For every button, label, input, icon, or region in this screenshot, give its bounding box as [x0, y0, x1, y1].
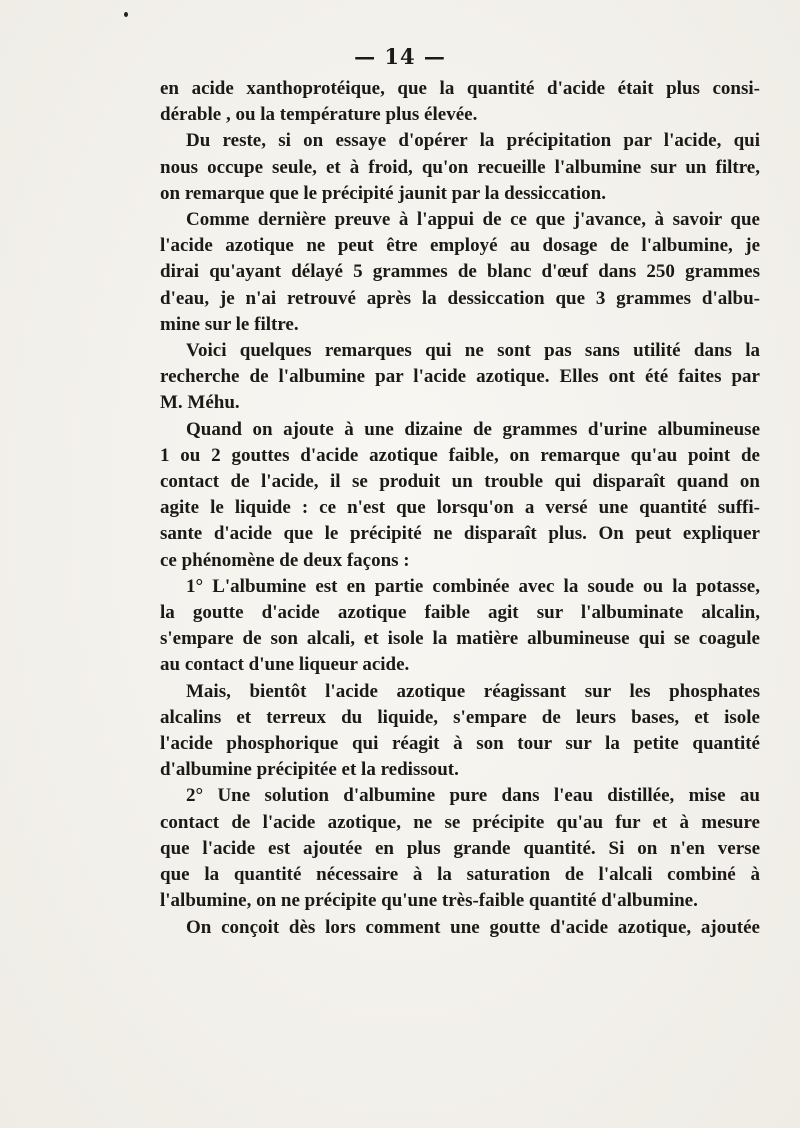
paragraph	[160, 574, 760, 679]
paragraph	[160, 76, 760, 128]
ink-speck	[124, 12, 128, 17]
text-line: Du reste, si on essaye d'opérer la précipitation par l'acide, qui	[186, 130, 760, 152]
text-line: l'albumine, on ne précipite qu'une très-faible quantité d'albumine.	[160, 890, 698, 912]
text-line: s'empare de son alcali, et isole la matière albumineuse qui se coagule	[160, 628, 760, 650]
text-line: sante d'acide que le précipité ne disparaît plus. On peut expliquer	[160, 523, 760, 545]
paragraph	[160, 915, 760, 941]
text-line: recherche de l'albumine par l'acide azotique. Elles ont été faites par	[160, 366, 760, 388]
text-line: M. Méhu.	[160, 392, 240, 414]
text-line: d'eau, je n'ai retrouvé après la dessiccation que 3 grammes d'albu-	[160, 287, 760, 309]
text-line: Mais, bientôt l'acide azotique réagissant sur les phosphates	[186, 680, 760, 702]
text-line: nous occupe seule, et à froid, qu'on recueille l'albumine sur un filtre,	[160, 156, 760, 178]
text-line: Voici quelques remarques qui ne sont pas sans utilité dans la	[186, 340, 760, 362]
text-line: que la quantité nécessaire à la saturation de l'alcali combiné à	[160, 864, 760, 886]
paragraph	[160, 417, 760, 574]
text-line: agite le liquide : ce n'est que lorsqu'on a versé une quantité suffi-	[160, 497, 760, 519]
text-line: 1° L'albumine est en partie combinée avec la soude ou la potasse,	[186, 575, 760, 597]
text-line: la goutte d'acide azotique faible agit sur l'albuminate alcalin,	[160, 602, 760, 624]
page-number: — 14 —	[354, 44, 446, 69]
text-line: contact de l'acide azotique, ne se précipite qu'au fur et à mesure	[160, 811, 760, 833]
text-line: ce phénomène de deux façons :	[160, 549, 410, 571]
text-line: dirai qu'ayant délayé 5 grammes de blanc d'œuf dans 250 grammes	[160, 261, 760, 283]
text-line: On conçoit dès lors comment une goutte d'acide azotique, ajoutée	[186, 916, 760, 938]
text-line: 1 ou 2 gouttes d'acide azotique faible, on remarque qu'au point de	[160, 444, 760, 466]
text-line: dérable , ou la température plus élevée.	[160, 104, 478, 126]
paragraph	[160, 783, 760, 914]
text-line: on remarque que le précipité jaunit par la dessiccation.	[160, 182, 606, 204]
text-line: que l'acide est ajoutée en plus grande quantité. Si on n'en verse	[160, 837, 760, 859]
text-line: l'acide phosphorique qui réagit à son tour sur la petite quantité	[160, 733, 760, 755]
text-line: l'acide azotique ne peut être employé au dosage de l'albumine, je	[160, 235, 760, 257]
text-line: d'albumine précipitée et la redissout.	[160, 759, 459, 781]
text-line: 2° Une solution d'albumine pure dans l'eau distillée, mise au	[186, 785, 760, 807]
paragraph	[160, 207, 760, 338]
text-line: mine sur le filtre.	[160, 313, 299, 335]
text-line: alcalins et terreux du liquide, s'empare de leurs bases, et isole	[160, 706, 760, 728]
text-line: contact de l'acide, il se produit un trouble qui disparaît quand on	[160, 471, 760, 493]
text-line: au contact d'une liqueur acide.	[160, 654, 410, 676]
paragraph	[160, 128, 760, 207]
text-line: Quand on ajoute à une dizaine de grammes d'urine albumineuse	[186, 418, 760, 440]
text-line: Comme dernière preuve à l'appui de ce que j'avance, à savoir que	[186, 209, 760, 231]
text-line: en acide xanthoprotéique, que la quantité d'acide était plus consi-	[160, 78, 760, 99]
paragraph	[160, 338, 760, 417]
paragraph	[160, 679, 760, 784]
page-body-text	[160, 76, 760, 941]
